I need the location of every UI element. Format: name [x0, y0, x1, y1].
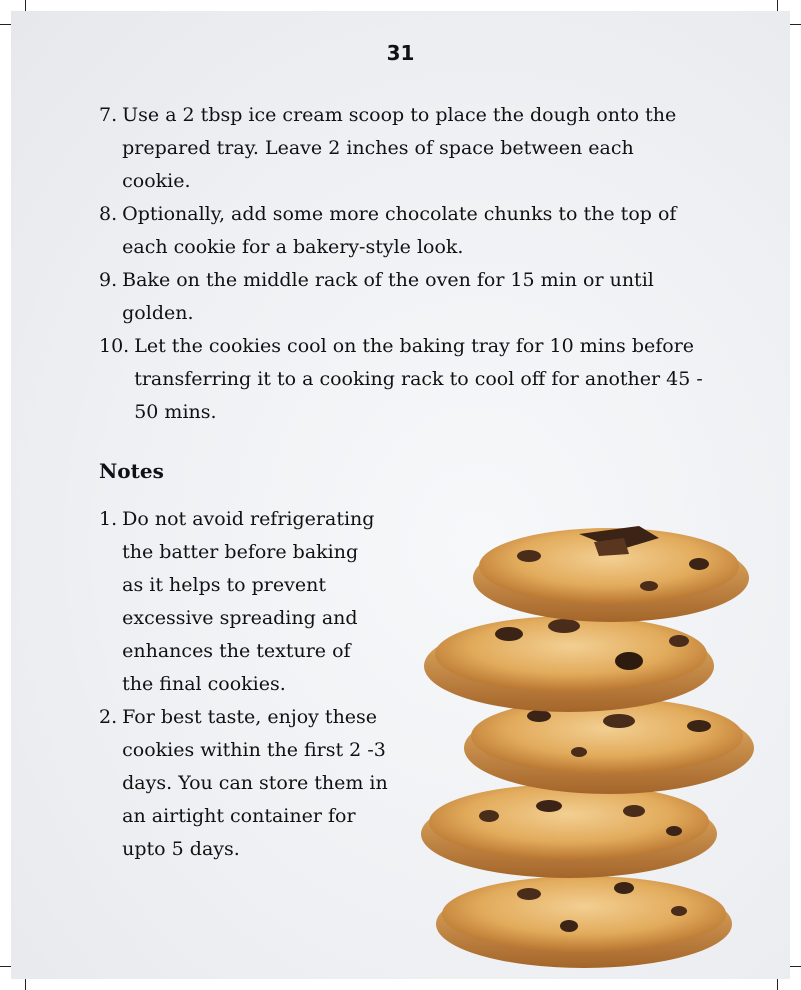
- note-text: Do not avoid refrigerating the batter before baking as it helps to prevent excessive spreading and enhances the texture of the final cookies.: [122, 508, 375, 695]
- crop-mark: [25, 978, 26, 990]
- crop-mark: [789, 966, 801, 967]
- step-item: [99, 198, 684, 264]
- note-text: For best taste, enjoy these cookies within the first 2 -3 days. You can store them in an airtight container for upto 5 days.: [122, 706, 388, 860]
- cookie-5: [436, 876, 732, 968]
- note-number: 2.: [99, 706, 118, 728]
- step-text: Let the cookies cool on the baking tray for 10 mins before transferring it to a cooking rack to cool off for another 45 - 50 mins.: [134, 335, 703, 423]
- notes-list: [99, 503, 399, 866]
- instruction-steps: [99, 99, 739, 429]
- page-number: 31: [386, 41, 415, 65]
- step-item: [99, 330, 709, 429]
- step-item: [99, 264, 711, 330]
- crop-mark: [777, 978, 778, 990]
- recipe-page: [11, 11, 790, 979]
- step-number: 9.: [99, 269, 118, 291]
- note-number: 1.: [99, 508, 118, 530]
- step-text: Use a 2 tbsp ice cream scoop to place the dough onto the prepared tray. Leave 2 inches of space between each cookie.: [122, 104, 677, 192]
- cookie-2: [424, 616, 714, 712]
- cookie-4: [421, 784, 717, 878]
- step-number: 8.: [99, 203, 118, 225]
- cookie-stack-image: [419, 516, 759, 971]
- step-number: 10.: [99, 335, 130, 357]
- step-text: Bake on the middle rack of the oven for 15 min or until golden.: [122, 269, 654, 324]
- crop-mark: [789, 24, 801, 25]
- step-item: [99, 99, 699, 198]
- step-text: Optionally, add some more chocolate chunks to the top of each cookie for a bakery-style look.: [122, 203, 677, 258]
- cookie-3: [464, 698, 754, 794]
- cookie-1: [473, 526, 749, 622]
- notes-heading: Notes: [99, 459, 164, 483]
- note-item: [99, 503, 381, 701]
- note-item: [99, 701, 389, 866]
- step-number: 7.: [99, 104, 118, 126]
